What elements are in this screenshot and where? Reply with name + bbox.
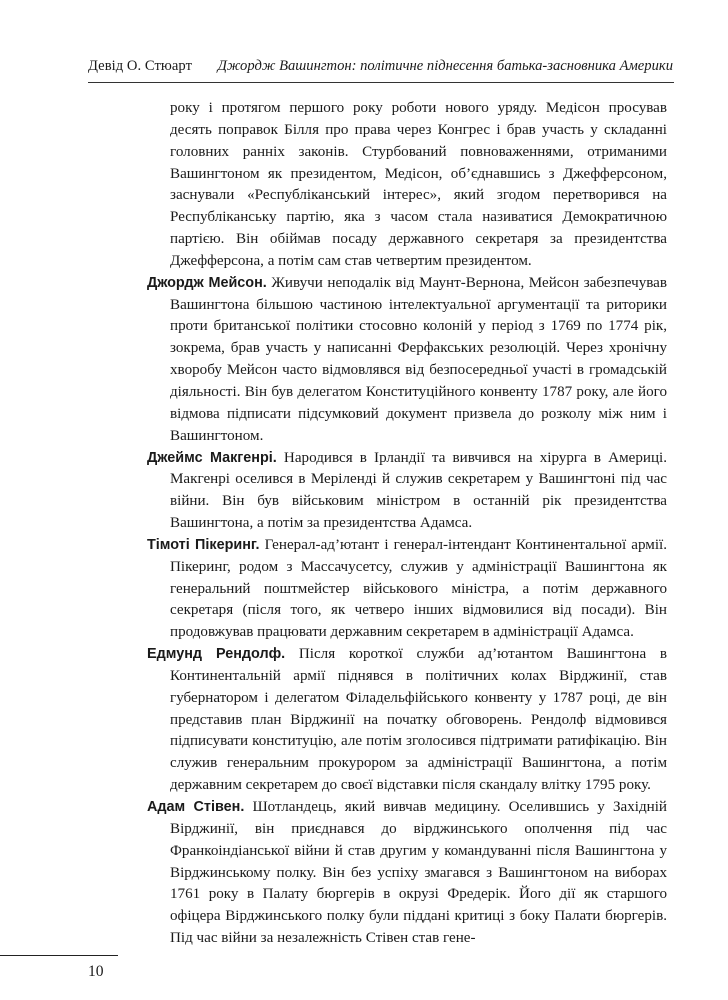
entry-name: Едмунд Рендолф. — [147, 646, 286, 663]
running-head — [88, 57, 673, 81]
header-rule — [88, 82, 674, 83]
main-text — [147, 98, 667, 950]
entry-george-mason — [147, 273, 667, 448]
entry-name: Адам Стівен. — [147, 799, 245, 815]
entry-edmund-randolph — [147, 644, 667, 797]
entry-text: Після короткої служби ад’ютантом Вашингтона в Континентальній армії піднявся в політичних колах Вірджинії, став губернатором і делегатом Філадельфійського конвенту у 1787 році, де він представив план Вірджинії на початку обговорень. Рендолф відмовився підписувати конституцію, але потім зголосився підтримати ратифікацію. Він служив генеральним прокурором за адміністрації Вашингтона, а потім державним секретарем до своєї відставки після скандалу влітку 1795 року. — [170, 646, 667, 794]
entry-name: Джеймс Макгенрі. — [147, 449, 277, 466]
page-number: 10 — [88, 963, 104, 980]
running-head-book-title: Джордж Вашингтон: політичне піднесення батька-засновника Америки — [217, 58, 673, 74]
entry-text: Народився в Ірландії та вивчився на хірурга в Америці. Макгенрі оселився в Меріленді й служив секретарем у Вашингтоні під час війни. Він був військовим міністром в останній рік президентства Вашингтона, а потім за президентства Адамса. — [170, 449, 668, 532]
entry-name: Тімоті Пікеринг. — [147, 536, 260, 553]
entry-name: Джордж Мейсон. — [147, 274, 267, 291]
entry-timothy-pickering — [147, 535, 667, 644]
entry-james-mchenry — [147, 448, 667, 535]
running-head-author: Девід О. Стюарт — [88, 58, 192, 74]
entry-text: Живучи неподалік від Маунт-Вернона, Мейсон забезпечував Вашингтона більшою частиною інтелектуальної аргументації та риторики проти британської політики стосовно колоній у період з 1769 по 1774 рік, зокрема, брав участь у написанні Ферфакських резолюцій. Через хронічну хворобу Мейсон часто відмовлявся від безпосередньої участі в громадській діяльності. Він був делегатом Конституційного конвенту 1787 року, але його відмова підписати підсумковий документ призвела до розколу між ним і Вашингтоном. — [170, 274, 667, 444]
continuation-paragraph: року і протягом першого року роботи нового уряду. Медісон просував десять поправок Білля про права через Конгрес і брав участь у складанні головних ранніх законів. Стурбований повноваженнями, отриманими Вашингтоном як президентом, Медісон, об’єднавшись з Джефферсоном, заснували «Республіканський інтерес», який згодом перетворився на Республіканську партію, яка з часом стала називатися Демократичною партією. Він обіймав посаду державного секретаря за президентства Джефферсона, а потім сам став четвертим президентом. — [170, 100, 667, 269]
entry-text: Шотландець, який вивчав медицину. Оселившись у Західній Вірджинії, він приєднався до вірджинського ополчення під час Франкоіндіанської війни й став другим у командуванні після Вашингтона у Вірджинському полку. Він без успіху змагався з Вашингтоном на виборах 1761 року в Палату бюргерів в окрузі Фредерік. Його дії як старшого офіцера Вірджинського полку були піддані критиці з боку Палати бюргерів. Під час війни за незалежність Стівен став гене- — [170, 799, 667, 947]
entry-adam-stephen — [147, 797, 667, 950]
entry-text: Генерал-ад’ютант і генерал-інтендант Континентальної армії. Пікеринг, родом з Массачусетсу, служив у адміністрації Вашингтона як генеральний поштмейстер військового міністра, а потім державного секретаря (після того, як четверо інших відмовилися від посади). Він продовжував працювати державним секретарем в адміністрації Адамса. — [170, 536, 667, 641]
footer-rule — [0, 955, 118, 956]
